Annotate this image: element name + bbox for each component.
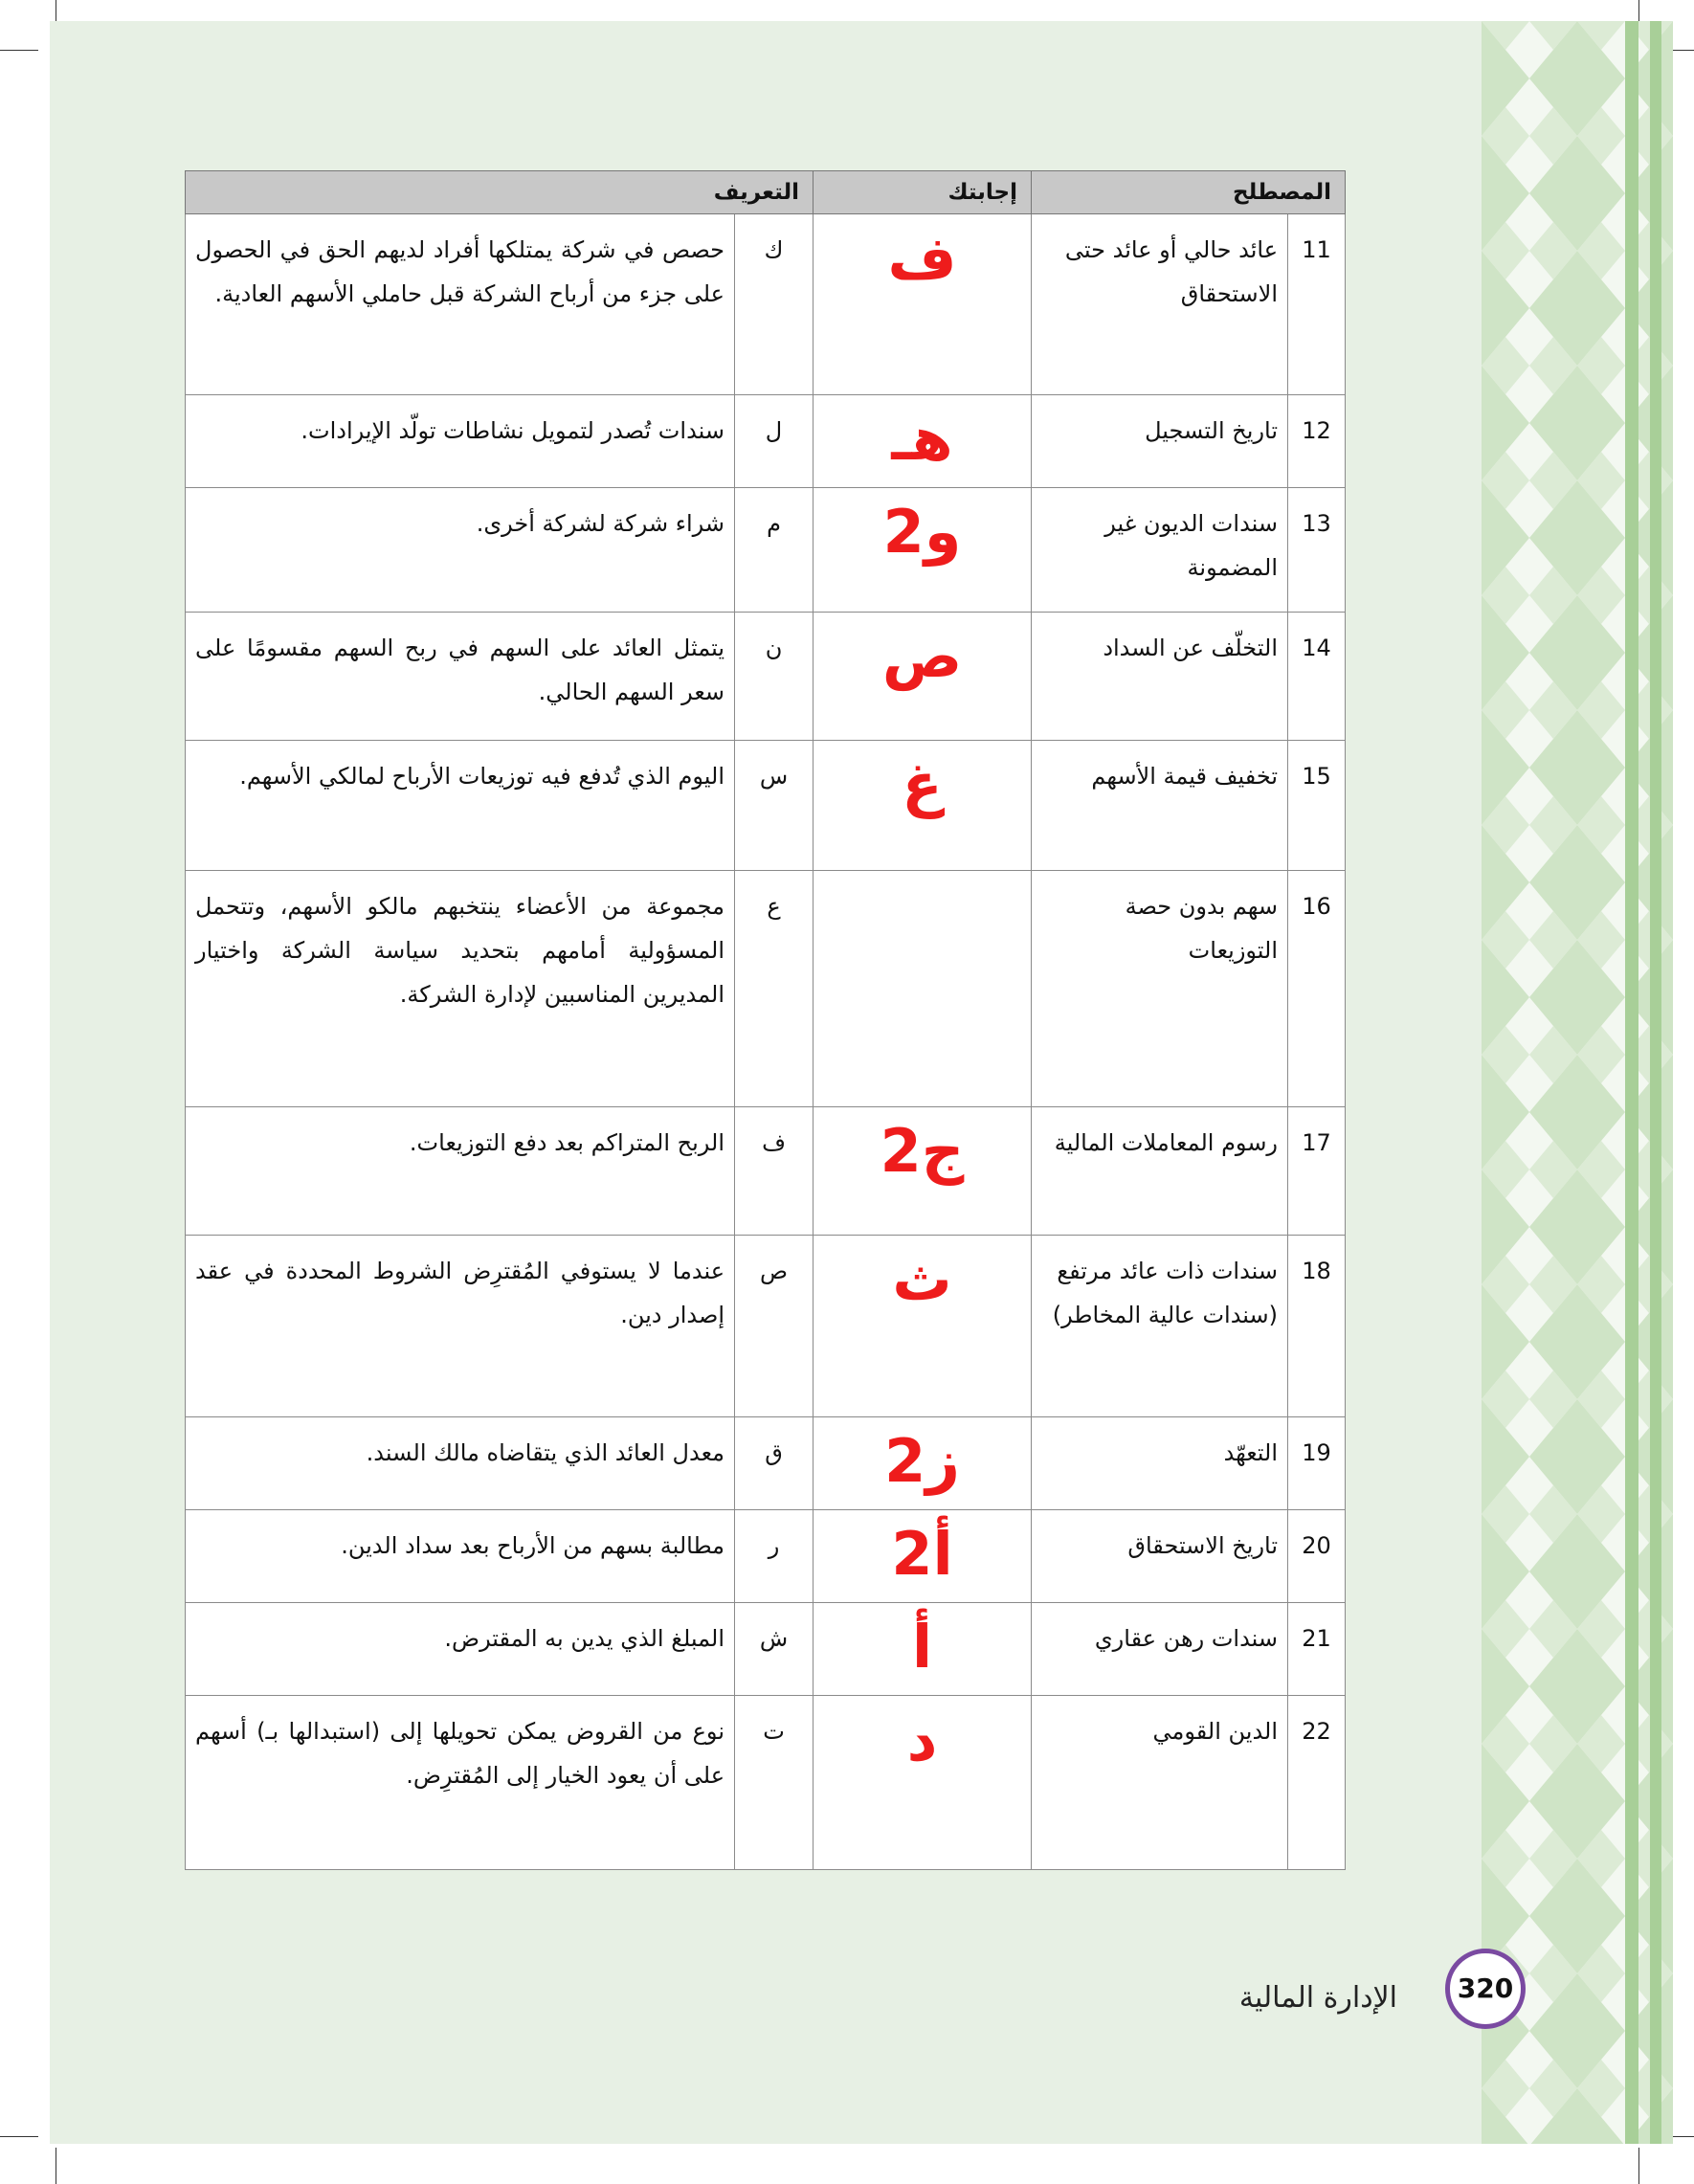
answer-cell: [814, 613, 1032, 741]
row-number: 20: [1288, 1510, 1346, 1603]
row-number: 11: [1288, 214, 1346, 395]
term-cell: عائد حالي أو عائد حتى الاستحقاق: [1032, 214, 1288, 395]
definition-cell: يتمثل العائد على السهم في ربح السهم مقسومًا على سعر السهم الحالي.: [186, 613, 735, 741]
row-number: 14: [1288, 613, 1346, 741]
table-row: [186, 1696, 1346, 1870]
definition-letter: ع: [735, 871, 814, 1107]
answer-cell: [814, 1510, 1032, 1603]
definition-letter: ل: [735, 395, 814, 488]
term-cell: سهم بدون حصة التوزيعات: [1032, 871, 1288, 1107]
term-cell: سندات الديون غير المضمونة: [1032, 488, 1288, 613]
answer-cell: [814, 488, 1032, 613]
definition-cell: مطالبة بسهم من الأرباح بعد سداد الدين.: [186, 1510, 735, 1603]
definition-letter: ت: [735, 1696, 814, 1870]
header-definition: التعريف: [186, 171, 814, 214]
answer-cell: [814, 1696, 1032, 1870]
handwritten-answer: ج2: [880, 1116, 965, 1186]
table-row: [186, 214, 1346, 395]
handwritten-answer: غ: [902, 749, 943, 819]
handwritten-answer: و2: [882, 497, 962, 567]
answer-cell: [814, 1236, 1032, 1417]
definition-letter: ن: [735, 613, 814, 741]
table-row: [186, 1417, 1346, 1510]
definition-cell: نوع من القروض يمكن تحويلها إلى (استبدالها بـ) أسهم على أن يعود الخيار إلى المُقترِض.: [186, 1696, 735, 1870]
definition-cell: حصص في شركة يمتلكها أفراد لديهم الحق في الحصول على جزء من أرباح الشركة قبل حاملي الأسهم العادية.: [186, 214, 735, 395]
term-cell: سندات ذات عائد مرتفع (سندات عالية المخاطر): [1032, 1236, 1288, 1417]
zigzag-pattern: [1482, 21, 1673, 2144]
definition-letter: ق: [735, 1417, 814, 1510]
row-number: 22: [1288, 1696, 1346, 1870]
definition-letter: ر: [735, 1510, 814, 1603]
definition-letter: م: [735, 488, 814, 613]
term-cell: تاريخ الاستحقاق: [1032, 1510, 1288, 1603]
answer-cell: [814, 741, 1032, 871]
definition-cell: اليوم الذي تُدفع فيه توزيعات الأرباح لمالكي الأسهم.: [186, 741, 735, 871]
answer-cell: [814, 1107, 1032, 1236]
row-number: 17: [1288, 1107, 1346, 1236]
crop-mark: [0, 2136, 38, 2137]
row-number: 18: [1288, 1236, 1346, 1417]
table-row: [186, 871, 1346, 1107]
definition-cell: الربح المتراكم بعد دفع التوزيعات.: [186, 1107, 735, 1236]
answer-cell: [814, 1417, 1032, 1510]
row-number: 19: [1288, 1417, 1346, 1510]
header-term: المصطلح: [1032, 171, 1346, 214]
answer-cell: [814, 214, 1032, 395]
definition-letter: ص: [735, 1236, 814, 1417]
handwritten-answer: أ: [911, 1612, 933, 1682]
definition-cell: المبلغ الذي يدين به المقترض.: [186, 1603, 735, 1696]
term-cell: الدين القومي: [1032, 1696, 1288, 1870]
term-cell: تاريخ التسجيل: [1032, 395, 1288, 488]
term-cell: تخفيف قيمة الأسهم: [1032, 741, 1288, 871]
definition-letter: ش: [735, 1603, 814, 1696]
table-row: [186, 741, 1346, 871]
definition-cell: عندما لا يستوفي المُقترِض الشروط المحددة في عقد إصدار دين.: [186, 1236, 735, 1417]
row-number: 16: [1288, 871, 1346, 1107]
header-answer: إجابتك: [814, 171, 1032, 214]
answer-cell: [814, 395, 1032, 488]
handwritten-answer: ص: [881, 621, 963, 691]
table-row: [186, 1603, 1346, 1696]
handwritten-answer: هـ: [891, 404, 953, 474]
answer-cell: [814, 1603, 1032, 1696]
definition-cell: مجموعة من الأعضاء ينتخبهم مالكو الأسهم، وتتحمل المسؤولية أمامهم بتحديد سياسة الشركة واختيار المديرين المناسبين لإدارة الشركة.: [186, 871, 735, 1107]
handwritten-answer: ز2: [884, 1426, 960, 1496]
term-cell: التعهّد: [1032, 1417, 1288, 1510]
table-row: [186, 1107, 1346, 1236]
terms-table: [185, 170, 1346, 1870]
definition-cell: شراء شركة لشركة أخرى.: [186, 488, 735, 613]
table-row: [186, 395, 1346, 488]
handwritten-answer: ف: [887, 223, 957, 293]
row-number: 12: [1288, 395, 1346, 488]
handwritten-answer: أ2: [891, 1519, 953, 1589]
definition-cell: سندات تُصدر لتمويل نشاطات تولّد الإيرادات.: [186, 395, 735, 488]
answer-cell: [814, 871, 1032, 1107]
definition-letter: ف: [735, 1107, 814, 1236]
page-number-badge: 320: [1445, 1949, 1526, 2029]
row-number: 21: [1288, 1603, 1346, 1696]
handwritten-answer: ث: [892, 1244, 952, 1314]
table-header-row: [186, 171, 1346, 214]
table-row: [186, 613, 1346, 741]
decorative-side-border: [1482, 21, 1673, 2144]
table-row: [186, 488, 1346, 613]
term-cell: التخلّف عن السداد: [1032, 613, 1288, 741]
crop-mark: [1638, 2148, 1639, 2184]
term-cell: سندات رهن عقاري: [1032, 1603, 1288, 1696]
handwritten-answer: د: [906, 1705, 938, 1774]
table-row: [186, 1236, 1346, 1417]
chapter-title: الإدارة المالية: [1238, 1981, 1397, 2015]
table-row: [186, 1510, 1346, 1603]
crop-mark: [0, 50, 38, 51]
term-cell: رسوم المعاملات المالية: [1032, 1107, 1288, 1236]
definition-letter: س: [735, 741, 814, 871]
definition-letter: ك: [735, 214, 814, 395]
definition-cell: معدل العائد الذي يتقاضاه مالك السند.: [186, 1417, 735, 1510]
row-number: 13: [1288, 488, 1346, 613]
row-number: 15: [1288, 741, 1346, 871]
